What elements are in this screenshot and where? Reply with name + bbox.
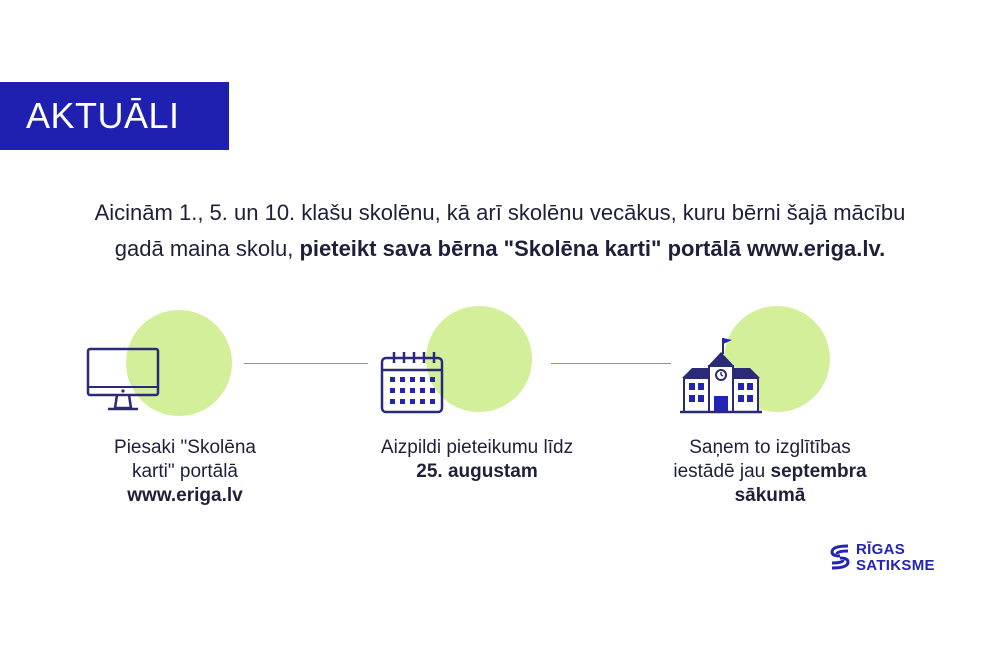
calendar-icon: [378, 350, 448, 416]
intro-text: [30, 195, 970, 267]
step-2-caption-line-1: Aizpildi pieteikumu līdz: [380, 437, 574, 458]
rigas-satiksme-logo-mark: [828, 542, 852, 572]
step-2-caption-date: 25. augustam: [416, 461, 538, 482]
step-2-caption-bold: [352, 460, 602, 484]
step-2-caption: [352, 436, 602, 484]
intro-line-2: [30, 231, 970, 267]
step-1-caption-line-1: Piesaki "Skolēna: [114, 437, 256, 458]
step-3-caption-line-2: [660, 460, 880, 484]
intro-line-2-normal: gadā maina skolu,: [114, 236, 300, 261]
monitor-icon: [84, 345, 164, 420]
step-3-caption: [660, 436, 880, 508]
intro-line-1: Aicinām 1., 5. un 10. klašu skolēnu, kā arī skolēnu vecākus, kuru bērni šajā mācību: [94, 200, 906, 225]
step-3-caption-line-1: Saņem to izglītības: [689, 437, 851, 458]
connector-line-1: [244, 363, 368, 364]
step-1-caption-line-2: karti" portālā: [131, 461, 238, 482]
step-1-caption-bold: [90, 484, 280, 508]
section-title: AKTUĀLI: [26, 95, 180, 136]
step-3-caption-line-2-normal: iestādē jau: [673, 461, 771, 482]
step-3-caption-line-2-bold: septembra: [770, 461, 867, 482]
step-1-caption: [90, 436, 280, 508]
step-3-caption-line-3-bold: sākumā: [734, 485, 806, 506]
step-1-caption-url: www.eriga.lv: [127, 485, 243, 506]
logo-text-line-1: RĪGAS: [856, 541, 906, 558]
school-building-icon: [680, 334, 762, 416]
step-3-caption-line-3: [660, 484, 880, 508]
rigas-satiksme-logo: [828, 540, 958, 576]
connector-line-2: [551, 363, 671, 364]
section-title-banner: [0, 82, 229, 150]
logo-text-line-2: SATIKSME: [856, 557, 935, 574]
intro-line-2-bold: pieteikt sava bērna "Skolēna karti" portālā www.eriga.lv.: [299, 236, 886, 261]
